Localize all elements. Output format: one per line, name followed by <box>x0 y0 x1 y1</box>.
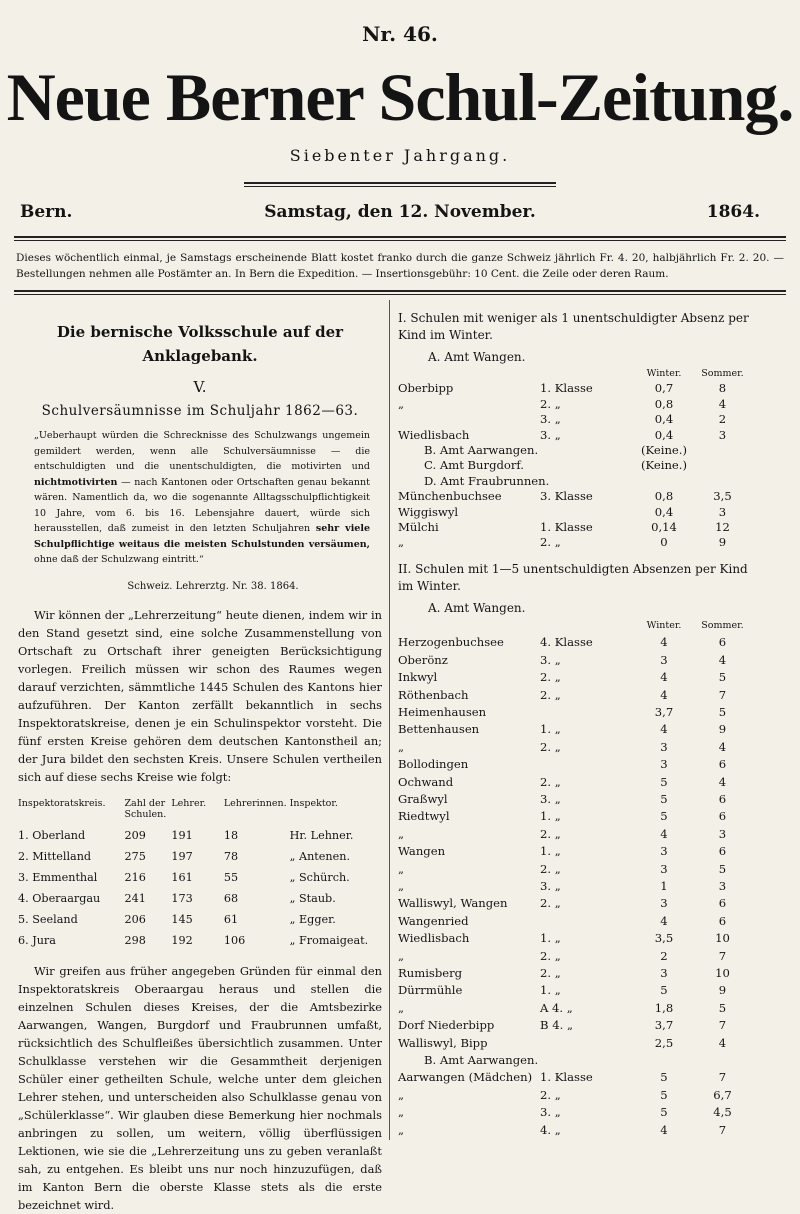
school-class: 1. Klasse <box>540 520 593 535</box>
table-row <box>398 1087 752 1104</box>
sommer-value: 10 <box>715 931 730 946</box>
winter-value: 0,7 <box>654 381 674 396</box>
quote-text-c: ohne daß der Schulzwang eintritt.“ <box>34 554 204 565</box>
table-cell: „ Staub. <box>289 892 336 905</box>
sommer-value: 3 <box>718 878 727 893</box>
school-class: 2. „ <box>540 687 561 702</box>
notice-rule <box>14 290 786 292</box>
amt-row <box>398 458 752 473</box>
masthead-title: Neue Berner Schul-Zeitung. <box>6 59 794 135</box>
table-row <box>18 826 382 847</box>
school-name: Bettenhausen <box>398 722 480 737</box>
sommer-value: 6 <box>718 913 727 928</box>
dateline-year: 1864. <box>706 202 760 222</box>
school-class: B 4. „ <box>540 1018 573 1033</box>
school-class: 1. Klasse <box>540 1070 593 1085</box>
section-2-table <box>398 617 752 1139</box>
table-header-row <box>18 798 382 826</box>
table-cell: 241 <box>124 892 146 905</box>
school-class: 3. Klasse <box>540 489 593 504</box>
article-paragraph-1: Wir können der „Lehrerzeitung“ heute dienen, indem wir in den Stand gesetzt sind, eine solche Zusammenstellung von Ortschaft zu Ortschaft ihrer geneigten Berücksichtigung vorlegen. Freilich müssen wir schon des Raumes wegen darauf verzichten, sämmtliche 1445 Schulen des Kantons hier aufzuführen. Der Kanton zerfällt bekanntlich in sechs Inspektoratskreise, denen je ein Schulinspektor vorsteht. Die fünf ersten Kreise gehören dem deutschen Kantonstheil an; der Jura bildet den sechsten Kreis. Unsere Schulen vertheilen sich auf diese sechs Kreise wie folgt: <box>18 607 382 784</box>
amt-note: (Keine.) <box>641 443 687 458</box>
table-row <box>398 895 752 912</box>
section-2-amt-a: A. Amt Wangen. <box>428 600 526 615</box>
spacer-cell <box>693 474 752 489</box>
table-cell: „ Fromaigeat. <box>289 934 369 947</box>
table-row <box>398 1017 752 1034</box>
winter-value: 4 <box>660 826 668 841</box>
table-cell: 3. Emmenthal <box>18 871 98 884</box>
sommer-value: 4 <box>718 774 727 789</box>
winter-value: 0,4 <box>654 412 674 427</box>
spacer-cell <box>398 366 540 381</box>
winter-value: 3,7 <box>654 704 674 719</box>
table-row <box>398 1122 752 1139</box>
sommer-value: 5 <box>718 1000 727 1015</box>
column-header: Lehrer. <box>171 797 207 809</box>
column-header-row <box>398 366 752 381</box>
school-class: 2. „ <box>540 774 561 789</box>
sommer-value: 2 <box>718 412 727 427</box>
sommer-value: 7 <box>718 1018 727 1033</box>
spacer-cell <box>398 617 540 634</box>
sommer-value: 4 <box>718 652 727 667</box>
school-name: „ <box>398 1122 405 1137</box>
spacer-cell <box>635 474 693 489</box>
article-section: Schulversäumnisse im Schuljahr 1862—63. <box>41 403 359 419</box>
spacer-cell <box>540 366 635 381</box>
school-name: Riedtwyl <box>398 809 450 824</box>
table-row <box>18 910 382 931</box>
sommer-value: 3 <box>718 826 727 841</box>
column-header-winter: Winter. <box>646 368 682 379</box>
school-name: Heimenhausen <box>398 704 487 719</box>
school-name: Dürrmühle <box>398 983 463 998</box>
table-row <box>398 520 752 535</box>
masthead-rule <box>244 182 556 184</box>
winter-value: 3 <box>660 896 668 911</box>
table-cell: 197 <box>171 850 193 863</box>
column-header-sommer: Sommer. <box>701 368 744 379</box>
school-name: Wiggiswyl <box>398 504 459 519</box>
sommer-value: 7 <box>718 687 727 702</box>
school-name: Mülchi <box>398 520 439 535</box>
dateline-date: Samstag, den 12. November. <box>264 202 536 222</box>
table-row <box>398 878 752 895</box>
quote-bold-2: sehr viele Schulpflichtige weitaus die meisten Schulstunden versäumen, <box>34 523 370 550</box>
school-name: Graßwyl <box>398 791 448 806</box>
masthead-rule-thin <box>244 186 556 187</box>
section-2-heading: II. Schulen mit 1—5 unentschuldigten Absenzen per Kind im Winter. <box>398 561 748 593</box>
school-name: Wiedlisbach <box>398 931 470 946</box>
school-class: 2. „ <box>540 739 561 754</box>
table-cell: 68 <box>223 892 239 905</box>
winter-value: 0,8 <box>654 396 674 411</box>
column-header-sommer: Sommer. <box>701 619 744 631</box>
school-class: 3. „ <box>540 791 561 806</box>
winter-value: 3 <box>660 966 668 980</box>
school-name: Rumisberg <box>398 966 463 980</box>
table-row <box>398 687 752 704</box>
sommer-value: 6,7 <box>713 1087 732 1102</box>
table-row <box>18 889 382 910</box>
article-part: V. <box>193 378 207 396</box>
sommer-value: 5 <box>718 670 727 685</box>
school-class: 2. „ <box>540 396 561 411</box>
winter-value: 5 <box>660 1087 668 1102</box>
table-cell: 161 <box>171 871 193 884</box>
amt-heading: B. Amt Aarwangen. <box>424 1053 539 1068</box>
column-header: Inspektoratskreis. <box>18 797 106 809</box>
school-name <box>398 412 540 427</box>
school-name: Herzogenbuchsee <box>398 635 504 650</box>
school-name: Inkwyl <box>398 670 438 685</box>
table-row <box>398 652 752 669</box>
sommer-value: 3 <box>718 504 727 519</box>
table-row <box>398 397 752 412</box>
table-cell: 275 <box>124 850 146 863</box>
school-name: „ <box>398 396 405 411</box>
winter-value: 4 <box>660 687 668 702</box>
school-class: A 4. „ <box>540 1000 573 1015</box>
school-class: 3. „ <box>540 412 561 427</box>
winter-value: 3 <box>660 844 668 859</box>
school-class <box>540 505 635 520</box>
amt-note: (Keine.) <box>641 458 687 473</box>
winter-value: 0,4 <box>654 427 674 442</box>
school-class <box>540 756 635 773</box>
sommer-value: 3 <box>718 427 727 442</box>
table-row <box>398 1069 752 1086</box>
table-row <box>398 721 752 738</box>
sommer-value: 4 <box>718 396 727 411</box>
sommer-value: 8 <box>718 381 727 396</box>
school-name: Wangen <box>398 844 446 859</box>
sommer-value: 3,5 <box>713 489 732 504</box>
school-name: „ <box>398 1105 405 1120</box>
school-name: „ <box>398 1000 405 1015</box>
school-name: „ <box>398 878 405 893</box>
school-name: „ <box>398 1087 405 1102</box>
sommer-value: 9 <box>718 535 727 550</box>
school-class <box>540 913 635 930</box>
sommer-value: 6 <box>718 844 727 859</box>
school-class: 2. „ <box>540 896 561 911</box>
sommer-value: 5 <box>718 861 727 876</box>
school-name: „ <box>398 535 405 550</box>
table-cell: 206 <box>124 913 146 926</box>
school-class <box>540 704 635 721</box>
winter-value: 3 <box>660 861 668 876</box>
school-class: 2. „ <box>540 1087 561 1102</box>
table-cell: 106 <box>223 934 246 947</box>
table-row <box>398 826 752 843</box>
table-cell: 298 <box>124 934 146 947</box>
table-row <box>398 1000 752 1017</box>
table-cell: 145 <box>171 913 193 926</box>
school-name: „ <box>398 861 405 876</box>
table-cell: 6. Jura <box>18 934 56 947</box>
winter-value: 3 <box>660 739 668 754</box>
inspektorat-table <box>18 798 382 952</box>
table-cell: 55 <box>223 871 239 884</box>
sommer-value: 6 <box>718 896 727 911</box>
table-row <box>398 412 752 427</box>
school-class: 4. Klasse <box>540 635 593 650</box>
table-cell: 192 <box>171 934 193 947</box>
winter-value: 5 <box>660 774 668 789</box>
winter-value: 1 <box>660 878 668 893</box>
winter-value: 3,7 <box>654 1018 674 1033</box>
winter-value: 5 <box>660 1070 668 1085</box>
winter-value: 5 <box>660 983 668 998</box>
quote-text-a: „Ueberhaupt würden die Schrecknisse des Schulzwangs ungemein gemildert werden, wenn alle Schulversäumnisse — die entschuldigten und die unentschuldigten, die motivirten und <box>34 430 370 472</box>
table-cell: 173 <box>171 892 193 905</box>
sommer-value: 12 <box>715 520 730 535</box>
column-divider <box>389 300 390 1140</box>
table-row <box>398 1104 752 1121</box>
sommer-value: 7 <box>718 948 727 963</box>
school-name: Röthenbach <box>398 687 469 702</box>
sommer-value: 7 <box>718 1122 727 1137</box>
table-row <box>398 739 752 756</box>
section-1-heading: I. Schulen mit weniger als 1 unentschuldigter Absenz per Kind im Winter. <box>398 311 749 342</box>
inspektorat-table-body <box>18 826 382 952</box>
table-cell: 1. Oberland <box>18 829 86 842</box>
section-1-table <box>398 366 752 551</box>
column-header-row <box>398 617 752 634</box>
school-class: 2. „ <box>540 670 561 685</box>
subscription-notice: Dieses wöchentlich einmal, je Samstags erscheinende Blatt kostet franko durch die ganze Schweiz jährlich Fr. 4. 20, halbjährlich Fr. 2. 20. — Bestellungen nehmen alle Postämter an. In Bern die Expedition. — Insertionsgebühr: 10 Cent. die Zeile oder deren Raum. <box>16 252 784 280</box>
winter-value: 0,14 <box>651 520 677 535</box>
table-row <box>398 774 752 791</box>
school-class: 1. Klasse <box>540 381 593 396</box>
school-name: „ <box>398 826 405 841</box>
sommer-value: 6 <box>718 757 727 772</box>
spacer-cell <box>693 443 752 458</box>
school-class: 2. „ <box>540 948 561 963</box>
spacer-cell <box>540 617 635 634</box>
winter-value: 4 <box>660 913 668 928</box>
school-class <box>540 1035 635 1052</box>
amt-heading: C. Amt Burgdorf. <box>424 458 524 473</box>
table-row <box>398 669 752 686</box>
amt-row <box>398 1052 752 1069</box>
table-row <box>18 931 382 952</box>
winter-value: 3,5 <box>654 931 674 946</box>
table-row <box>398 948 752 965</box>
table-row <box>398 982 752 999</box>
spacer-cell <box>693 1052 752 1069</box>
table-row <box>398 965 752 982</box>
right-column <box>398 310 752 1139</box>
school-class: 1. „ <box>540 983 561 998</box>
table-cell: „ Schürch. <box>289 871 350 884</box>
sommer-value: 6 <box>718 791 727 806</box>
school-class: 3. „ <box>540 878 561 893</box>
table-row <box>398 634 752 651</box>
winter-value: 4 <box>660 670 668 685</box>
article-paragraph-2: Wir greifen aus früher angegeben Gründen für einmal den Inspektoratskreis Oberaargau heraus und stellen die einzelnen Schulen dieses Kreises, der die Amtsbezirke Aarwangen, Wangen, Burgdorf und Fraubrunnen umfaßt, rücksichtlich des Schulfleißes übersichtlich zusammen. Unter Schulklasse verstehen wir die Gesammtheit derjenigen Schüler einer getheilten Schule, welche unter dem gleichen Lehrer stehen, und unterscheiden also Schulklasse genau von „Schülerklasse“. Wir glauben diese Bemerkung hier nochmals anbringen zu sollen, um weitern, völlig überflüssigen Lektionen, wie sie die „Lehrerzeitung uns zu geben veranlaßt sah, zu entgehen. Es bleibt uns nur noch hinzuzufügen, daß im Kanton Bern die oberste Klasse stets als die erste bezeichnet wird. <box>18 963 382 1212</box>
table-cell: 216 <box>124 871 146 884</box>
section-1-amt-a: A. Amt Wangen. <box>428 350 526 364</box>
table-row <box>398 861 752 878</box>
amt-row <box>398 443 752 458</box>
table-row <box>398 428 752 443</box>
sommer-value: 4,5 <box>713 1105 732 1120</box>
table-row <box>398 808 752 825</box>
sommer-value: 4 <box>718 1035 727 1050</box>
table-row <box>398 489 752 504</box>
winter-value: 4 <box>660 1122 668 1137</box>
school-name: „ <box>398 948 405 963</box>
quote-text-b: — nach Kantonen oder Ortschaften genau bekannt wären. Namentlich da, wo die sogenannte Alltagsschulpflichtigkeit 10 Jahre, vom 6. bis 16. Lebensjahre dauert, würde sich herausstellen, daß zumeist in den letzten Schuljahren <box>34 476 370 534</box>
sommer-value: 9 <box>718 983 727 998</box>
school-class: 2. „ <box>540 861 561 876</box>
winter-value: 3 <box>660 652 668 667</box>
school-name: Oberbipp <box>398 381 454 396</box>
sommer-value: 7 <box>718 1070 727 1085</box>
school-class: 4. „ <box>540 1122 561 1137</box>
spacer-cell <box>693 458 752 473</box>
school-class: 3. „ <box>540 427 561 442</box>
school-name: Walliswyl, Bipp <box>398 1035 488 1050</box>
school-class: 1. „ <box>540 844 561 859</box>
table-row <box>398 791 752 808</box>
winter-value: 2 <box>660 948 668 963</box>
winter-value: 2,5 <box>654 1035 674 1050</box>
school-name: Aarwangen (Mädchen) <box>398 1070 533 1085</box>
winter-value: 4 <box>660 635 668 650</box>
school-class: 3. „ <box>540 1105 561 1120</box>
sommer-value: 4 <box>718 739 727 754</box>
school-name: Wiedlisbach <box>398 427 470 442</box>
amt-heading: D. Amt Fraubrunnen. <box>424 473 550 488</box>
sommer-value: 10 <box>715 966 730 980</box>
winter-value: 5 <box>660 809 668 824</box>
quote-bold-1: nichtmotivirten <box>34 476 118 488</box>
winter-value: 1,8 <box>654 1000 674 1015</box>
article-title: Die bernische Volksschule auf der Anklagebank. <box>56 323 344 365</box>
school-class: 2. „ <box>540 535 561 550</box>
table-cell: 78 <box>223 850 239 863</box>
column-header: Zahl der Schulen. <box>124 797 167 820</box>
school-name: Wangenried <box>398 913 469 928</box>
table-row <box>398 913 752 930</box>
table-cell: „ Antenen. <box>289 850 350 863</box>
table-cell: 5. Seeland <box>18 913 78 926</box>
table-cell: „ Egger. <box>289 913 336 926</box>
school-name: Dorf Niederbipp <box>398 1018 495 1033</box>
table-cell: 209 <box>124 829 146 842</box>
sommer-value: 6 <box>718 809 727 824</box>
school-name: Walliswyl, Wangen <box>398 896 508 911</box>
table-row <box>398 704 752 721</box>
sommer-value: 6 <box>718 635 727 650</box>
table-cell: 2. Mittelland <box>18 850 92 863</box>
table-row <box>398 843 752 860</box>
school-name: Münchenbuchsee <box>398 489 502 504</box>
quote-citation: Schweiz. Lehrerztg. Nr. 38. 1864. <box>127 580 299 592</box>
table-row <box>398 1035 752 1052</box>
table-cell: 18 <box>223 829 239 842</box>
table-row <box>398 930 752 947</box>
table-row <box>398 535 752 550</box>
table-row <box>18 847 382 868</box>
header-rule <box>14 236 786 238</box>
table-row <box>398 756 752 773</box>
dateline-place: Bern. <box>20 202 73 222</box>
table-cell: 191 <box>171 829 193 842</box>
amt-heading: B. Amt Aarwangen. <box>424 443 539 458</box>
table-row <box>18 868 382 889</box>
sommer-value: 9 <box>718 722 727 737</box>
school-name: Bollodingen <box>398 757 469 772</box>
table-row <box>398 505 752 520</box>
winter-value: 5 <box>660 1105 668 1120</box>
winter-value: 4 <box>660 722 668 737</box>
sommer-value: 5 <box>718 704 727 719</box>
header-rule-thin <box>14 240 786 241</box>
left-column <box>18 320 382 1214</box>
table-row <box>398 381 752 396</box>
masthead-subtitle: Siebenter Jahrgang. <box>289 146 511 165</box>
school-name: Oberönz <box>398 652 448 667</box>
article-quote <box>34 428 370 568</box>
winter-value: 0,8 <box>654 489 674 504</box>
spacer-cell <box>635 1052 693 1069</box>
table-cell: 61 <box>223 913 239 926</box>
school-class: 2. „ <box>540 966 561 980</box>
winter-value: 0 <box>660 535 668 550</box>
issue-number: Nr. 46. <box>362 22 438 46</box>
column-header: Inspektor. <box>289 797 338 809</box>
notice-rule-thin <box>14 294 786 295</box>
table-cell: 4. Oberaargau <box>18 892 101 905</box>
column-header: Lehrerinnen. <box>223 797 287 809</box>
school-class: 1. „ <box>540 722 561 737</box>
column-header-winter: Winter. <box>646 619 682 631</box>
school-class: 2. „ <box>540 826 561 841</box>
winter-value: 3 <box>660 757 668 772</box>
winter-value: 5 <box>660 791 668 806</box>
amt-row <box>398 474 752 489</box>
table-cell: Hr. Lehner. <box>289 829 354 842</box>
school-name: „ <box>398 739 405 754</box>
school-class: 3. „ <box>540 652 561 667</box>
school-class: 1. „ <box>540 809 561 824</box>
school-class: 1. „ <box>540 931 561 946</box>
winter-value: 0,4 <box>654 504 674 519</box>
school-name: Ochwand <box>398 774 454 789</box>
